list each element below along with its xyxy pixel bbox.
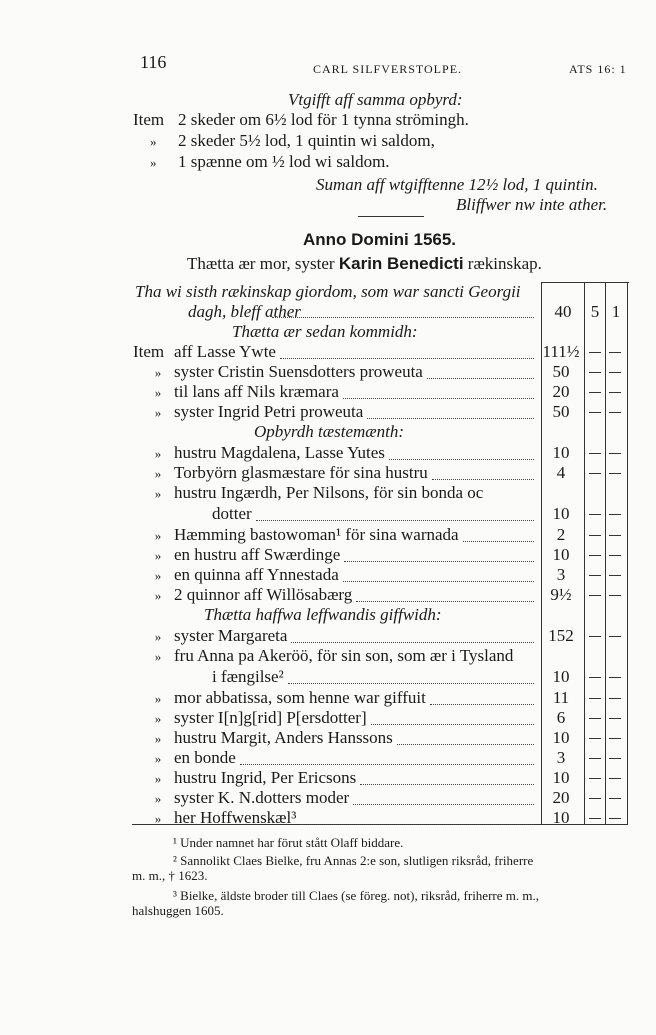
- ditto-mark: »: [154, 731, 162, 746]
- row-value: 10: [552, 545, 570, 564]
- dash-col-2: [589, 738, 601, 739]
- ditto-mark: »: [154, 649, 162, 664]
- top-line-3: 1 spænne om ½ lod wi saldom.: [178, 152, 390, 171]
- dash-col-3: [609, 636, 621, 637]
- dash-col-3: [609, 595, 621, 596]
- footnote-3-line-2: halshuggen 1605.: [132, 903, 224, 918]
- section-subtitle: Thætta ær mor, syster Karin Benedicti rækinskap.: [187, 254, 542, 273]
- table-row: [0, 443, 656, 463]
- top-line-2-prefix: »: [150, 134, 157, 149]
- dash-col-2: [589, 636, 601, 637]
- ditto-mark: »: [154, 771, 162, 786]
- dash-col-3: [609, 372, 621, 373]
- top-line-1: 2 skeder om 6½ lod för 1 tynna strömingh.: [178, 110, 469, 129]
- row-value: 20: [552, 382, 570, 401]
- ditto-mark: »: [154, 548, 162, 563]
- table-row: [0, 748, 656, 768]
- ditto-mark: »: [154, 691, 162, 706]
- row-label: 2 quinnor aff Willösabærg: [174, 585, 353, 604]
- footnote-2-line-2: m. m., † 1623.: [132, 868, 208, 883]
- dash-col-3: [609, 555, 621, 556]
- running-head: CARL SILFVERSTOLPE.: [313, 62, 463, 76]
- dash-col-2: [589, 535, 601, 536]
- row-label: aff Lasse Ywte: [174, 342, 276, 361]
- dash-col-3: [609, 535, 621, 536]
- table-row: [0, 362, 656, 382]
- dash-col-2: [589, 453, 601, 454]
- row-label-continued: dotter: [212, 504, 252, 523]
- dot-leader: [291, 641, 534, 643]
- footnote-3-line-1: ³ Bielke, äldste broder till Claes (se föreg. not), riksråd, friherre m. m.,: [173, 888, 539, 903]
- sum-line: Suman aff wtgifftenne 12½ lod, 1 quintin.: [316, 175, 598, 194]
- dot-leader: [256, 519, 534, 521]
- dash-col-2: [589, 372, 601, 373]
- row-value: 10: [552, 768, 570, 787]
- row-value: 10: [552, 808, 570, 827]
- row-value: 6: [556, 708, 566, 727]
- row-label: her Hoffwenskæl³: [174, 808, 297, 827]
- table-row: [0, 728, 656, 748]
- dash-col-2: [589, 575, 601, 576]
- table-subheading: Opbyrdh tæstemænth:: [254, 422, 405, 441]
- row-label: syster Margareta: [174, 626, 288, 645]
- row-value: 3: [556, 748, 566, 767]
- section-title: Anno Domini 1565.: [303, 230, 457, 249]
- table-subheading: Thætta haffwa leffwandis giffwidh:: [204, 605, 442, 624]
- row-label: til lans aff Nils kræmara: [174, 382, 339, 401]
- ditto-mark: »: [154, 751, 162, 766]
- row-value: 11: [552, 688, 570, 707]
- opening-value-col2: 5: [590, 302, 600, 321]
- row-label: hustru Ingærdh, Per Nilsons, för sin bonda oc: [174, 483, 484, 502]
- ledger-table: [0, 280, 656, 825]
- dash-col-2: [589, 718, 601, 719]
- opening-line-2: dagh, bleff ather: [188, 302, 301, 321]
- dot-leader: [371, 723, 534, 725]
- opening-line-1: Tha wi sisth rækinskap giordom, som war sancti Georgii: [135, 282, 521, 301]
- dot-leader: [389, 458, 534, 460]
- dash-col-2: [589, 473, 601, 474]
- row-value: 9½: [550, 585, 572, 604]
- dash-col-2: [589, 677, 601, 678]
- dash-col-2: [589, 818, 601, 819]
- dash-col-2: [589, 352, 601, 353]
- row-value: 152: [548, 626, 574, 645]
- opening-dots: [272, 317, 534, 318]
- dash-col-3: [609, 778, 621, 779]
- dot-leader: [300, 823, 534, 825]
- table-heading-1: Thætta ær sedan kommidh:: [232, 322, 418, 341]
- row-value: 10: [552, 443, 570, 462]
- table-row: [0, 525, 656, 545]
- opening-value-col3: 1: [611, 302, 621, 321]
- footnote-2-line-1: ² Sannolikt Claes Bielke, fru Annas 2:e son, slutligen riksråd, friherre: [173, 853, 534, 868]
- expenses-heading: Vtgifft aff samma opbyrd:: [288, 90, 463, 109]
- ditto-mark: »: [154, 711, 162, 726]
- row-label: hustru Magdalena, Lasse Yutes: [174, 443, 385, 462]
- row-label: Torbyörn glasmæstare för sina hustru: [174, 463, 428, 482]
- row-value: 10: [552, 728, 570, 747]
- dash-col-3: [609, 738, 621, 739]
- row-value: 50: [552, 362, 570, 381]
- table-top-rule: [541, 282, 629, 283]
- page-number: 116: [140, 52, 167, 72]
- ditto-mark: »: [154, 385, 162, 400]
- dot-leader: [427, 377, 534, 379]
- dash-col-3: [609, 818, 621, 819]
- item-prefix: Item: [133, 342, 165, 361]
- dash-col-3: [609, 718, 621, 719]
- row-value: 20: [552, 788, 570, 807]
- row-label: syster I[n]g[rid] P[ersdotter]: [174, 708, 367, 727]
- dash-col-2: [589, 778, 601, 779]
- dot-leader: [463, 540, 534, 542]
- row-label: fru Anna pa Akeröö, för sin son, som ær i Tysland: [174, 646, 514, 665]
- table-row: [0, 626, 656, 646]
- ditto-mark: »: [154, 365, 162, 380]
- ditto-mark: »: [154, 486, 162, 501]
- dash-col-3: [609, 575, 621, 576]
- row-value: 50: [552, 402, 570, 421]
- row-label: syster K. N.dotters moder: [174, 788, 350, 807]
- row-label: hustru Ingrid, Per Ericsons: [174, 768, 357, 787]
- table-row: [0, 545, 656, 565]
- row-value: 10: [552, 504, 570, 523]
- signature-mark: ATS 16: 1: [569, 62, 627, 76]
- dash-col-2: [589, 392, 601, 393]
- top-line-2: 2 skeder 5½ lod, 1 quintin wi saldom,: [178, 131, 435, 150]
- dot-leader: [280, 357, 534, 359]
- dash-col-3: [609, 392, 621, 393]
- row-value: 2: [556, 525, 566, 544]
- table-row: [0, 342, 656, 362]
- dash-col-2: [589, 555, 601, 556]
- ditto-mark: »: [154, 588, 162, 603]
- dot-leader: [397, 743, 534, 745]
- dot-leader: [288, 682, 534, 684]
- dot-leader: [432, 478, 534, 480]
- dash-col-3: [609, 453, 621, 454]
- dash-col-3: [609, 798, 621, 799]
- row-value: 10: [552, 667, 570, 686]
- table-row: [0, 382, 656, 402]
- table-row: [0, 646, 656, 688]
- table-row: [0, 565, 656, 585]
- dot-leader: [353, 803, 534, 805]
- dash-col-2: [589, 798, 601, 799]
- table-row: [0, 483, 656, 525]
- row-label: en quinna aff Ynnestada: [174, 565, 339, 584]
- dot-leader: [343, 580, 534, 582]
- row-label: en bonde: [174, 748, 236, 767]
- dash-col-3: [609, 473, 621, 474]
- ditto-mark: »: [154, 528, 162, 543]
- dash-col-2: [589, 412, 601, 413]
- row-label: en hustru aff Swærdinge: [174, 545, 341, 564]
- dash-col-3: [609, 514, 621, 515]
- ditto-mark: »: [154, 791, 162, 806]
- dot-leader: [240, 763, 534, 765]
- ditto-mark: »: [154, 466, 162, 481]
- dash-col-3: [609, 412, 621, 413]
- table-row: [0, 808, 656, 828]
- dot-leader: [430, 703, 534, 705]
- row-label: syster Cristin Suensdotters proweuta: [174, 362, 423, 381]
- row-value: 3: [556, 565, 566, 584]
- table-row: [0, 768, 656, 788]
- table-row: [0, 585, 656, 605]
- row-value: 111½: [542, 342, 580, 361]
- dash-col-2: [589, 698, 601, 699]
- dash-col-2: [589, 595, 601, 596]
- ditto-mark: »: [154, 811, 162, 826]
- ditto-mark: »: [154, 405, 162, 420]
- opening-value-lod: 40: [554, 302, 572, 321]
- dash-col-3: [609, 352, 621, 353]
- table-row: [0, 402, 656, 422]
- dot-leader: [367, 417, 534, 419]
- dot-leader: [360, 783, 534, 785]
- dot-leader: [356, 600, 534, 602]
- ditto-mark: »: [154, 568, 162, 583]
- top-line-3-prefix: »: [150, 155, 157, 170]
- dash-col-2: [589, 758, 601, 759]
- row-label: syster Ingrid Petri proweuta: [174, 402, 364, 421]
- row-label: mor abbatissa, som henne war giffuit: [174, 688, 426, 707]
- ditto-mark: »: [154, 446, 162, 461]
- table-row: [0, 688, 656, 708]
- table-row: [0, 788, 656, 808]
- top-line-1-prefix: Item: [133, 110, 165, 129]
- section-rule: [358, 216, 424, 217]
- table-row: [0, 463, 656, 483]
- footnote-1: ¹ Under namnet har förut stått Olaff biddare.: [173, 835, 404, 850]
- row-label: Hæmming bastowoman¹ för sina warnada: [174, 525, 459, 544]
- remain-line: Bliffwer nw inte ather.: [456, 195, 608, 214]
- dash-col-3: [609, 698, 621, 699]
- ditto-mark: »: [154, 629, 162, 644]
- dash-col-2: [589, 514, 601, 515]
- row-label: hustru Margit, Anders Hanssons: [174, 728, 393, 747]
- dot-leader: [343, 397, 534, 399]
- dash-col-3: [609, 677, 621, 678]
- table-row: [0, 708, 656, 728]
- dot-leader: [344, 560, 534, 562]
- row-value: 4: [556, 463, 566, 482]
- dash-col-3: [609, 758, 621, 759]
- row-label-continued: i fængilse²: [212, 667, 284, 686]
